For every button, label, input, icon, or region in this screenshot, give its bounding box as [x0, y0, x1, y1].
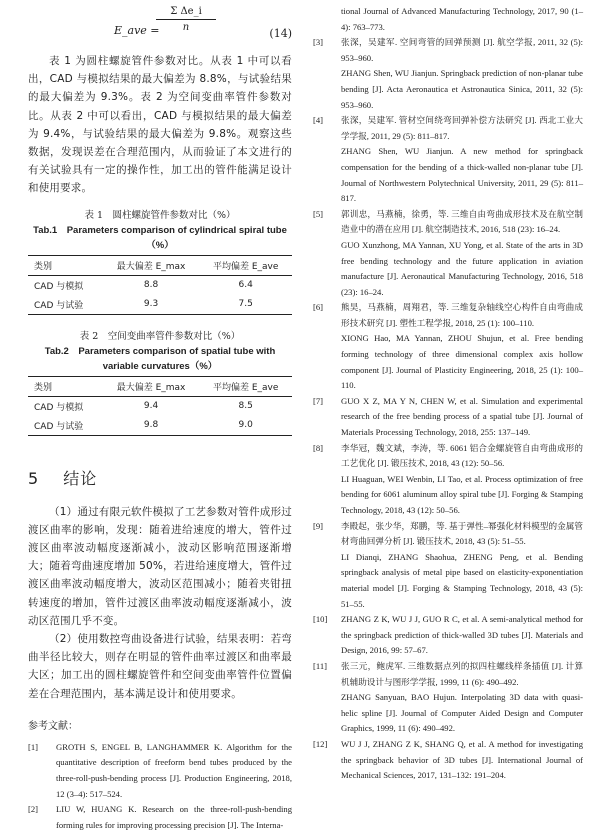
reference-number: [10]	[313, 614, 328, 625]
section-heading	[28, 466, 292, 489]
reference-item	[313, 519, 583, 613]
equation-fraction	[156, 6, 216, 33]
reference-number: [4]	[313, 115, 324, 126]
reference-number: [9]	[313, 520, 324, 531]
reference-text: 熊昊，马燕楠，周翔君，等. 三维复杂轴线空心构件自由弯曲成形技术研究 [J]. 塑性工程学报, 2018, 25 (1): 100–110.	[341, 302, 583, 328]
reference-item	[313, 300, 583, 394]
table-row	[28, 275, 292, 295]
reference-number: [2]	[28, 804, 39, 815]
reference-text: XIONG Hao, MA Yannan, ZHOU Shujun, et al. Free bending forming technology of three dimensional complex axis hollow component [J]. Journal of Plasticity Engineering, 2018, 25 (1): 100–110.	[341, 333, 583, 391]
equation-numerator: Σ Δe_i	[156, 6, 216, 20]
reference-item	[313, 207, 583, 301]
reference-number: [1]	[28, 741, 39, 752]
reference-text: GUO X Z, MA Y N, CHEN W, et al. Simulation and experimental research of the free bending process of a spatial tube [J]. Journal of Materials Processing Technology, 2018, 255: 137–149.	[341, 395, 583, 438]
reference-text: LIU W, HUANG K. Research on the three-roll-push-bending forming rules for improving processing precision [J]. The Interna-	[56, 804, 292, 830]
table2-caption-en-line1: Tab.2 Parameters comparison of spatial tube with	[44, 345, 276, 357]
reference-item	[313, 394, 583, 441]
reference-item	[313, 659, 583, 737]
table-cell: 9.8	[103, 416, 200, 436]
reference-text: ZHANG Shen, WU Jianjun. A new method for springback compensation for the bending of a thick-walled non-planar tube [J]. Journal of Northwestern Polytechnical University, 2011, 29 (5): 811–817.	[341, 146, 583, 204]
equation-lhs: E_ave =	[114, 24, 160, 37]
table2-caption-en-line2: variable curvatures（%）	[102, 360, 218, 372]
table-header-cell: 类别	[28, 255, 103, 275]
table-header-cell: 平均偏差 E_ave	[199, 376, 292, 396]
reference-item	[313, 35, 583, 113]
table-cell: 9.4	[143, 401, 159, 412]
table-row	[28, 396, 292, 416]
reference-number: [12]	[313, 738, 328, 749]
table1-caption-en: Tab.1 Parameters comparison of cylindrical spiral tube（%）	[33, 224, 287, 251]
reference-text: GUO Xunzhong, MA Yannan, XU Yong, et al. State of the arts in 3D free bending technology and the future application in aviation manufacture [J]. Aeronautical Manufacturing Technology, 2016, 518 (23): 16–24.	[341, 239, 583, 297]
reference-text: 张深，吴建军. 空间弯管的回弹预测 [J]. 航空学报, 2011, 32 (5): 953–960.	[341, 37, 583, 63]
left-column	[28, 0, 292, 833]
conclusion-paragraph: （1）通过有限元软件模拟了工艺参数对管件成形过渡区曲率的影响，发现：随着进给速度的增大，管件过渡区曲率波动幅度逐渐减小，波动区影响范围逐渐增大；随着弯曲速度增加 50%，若进给速度增大，管件过渡区曲率波动幅度增大，波动区范围减小；随着夹钳扭转速度的增加，管件过渡区曲率波动幅度逐渐减小，波动区范围几乎不变。	[28, 505, 292, 627]
reference-number: [7]	[313, 395, 324, 406]
table2-caption-cn: 表 2 空间变曲率管件参数对比（%）	[79, 330, 241, 342]
table-header-row	[28, 255, 292, 275]
table-cell: CAD 与试验	[28, 295, 103, 315]
table-cell: 8.5	[238, 401, 253, 412]
reference-item	[28, 740, 292, 802]
reference-text: ZHANG Shen, WU Jianjun. Springback prediction of non-planar tube bending [J]. Acta Aeronautica et Astronautica Sinica, 2011, 32 (5): 953–960.	[341, 68, 583, 110]
conclusion-paragraph: （2）使用数控弯曲设备进行试验，结果表明：若弯曲半径比较大，则存在明显的管件曲率过渡区和曲率最大区；加工出的圆柱螺旋管件和空间变曲率管件位置偏差在合理范围内，基本满足设计和使用要求。	[28, 633, 292, 700]
table-header-cell: 类别	[28, 376, 103, 396]
table-cell: 6.4	[238, 280, 253, 291]
reference-text: LI Dianqi, ZHANG Shaohua, ZHENG Peng, et al. Bending springback analysis of metal pipe based on elasticity-exponentiation material model [J]. Forging & Stamping Technology, 2018, 43 (5): 51–55.	[341, 551, 583, 609]
table-cell: 9.3	[103, 295, 200, 315]
table-header-cell: 平均偏差 E_ave	[199, 255, 292, 275]
table-cell: CAD 与试验	[28, 416, 103, 436]
table-cell: CAD 与模拟	[34, 402, 84, 413]
reference-text: ZHANG Sanyuan, BAO Hujun. Interpolating 3D data with quasi-helic spline [J]. Journal of Computer Aided Design and Computer Graphics, 1999, 11 (6): 490–492.	[341, 692, 583, 734]
reference-text: tional Journal of Advanced Manufacturing Technology, 2017, 90 (1–4): 763–773.	[341, 6, 583, 32]
reference-item	[313, 737, 583, 784]
reference-text: LI Huaguan, WEI Wenbin, LI Tao, et al. Process optimization of free bending for 6061 aluminum alloy spiral tube [J]. Forging & Stamping Technology, 2018, 43 (12): 50–56.	[341, 473, 583, 515]
reference-item	[28, 802, 292, 833]
table-cell: 8.8	[143, 280, 159, 291]
reference-text: ZHANG Z K, WU J J, GUO R C, et al. A semi-analytical method for the springback prediction of thick-walled 3D tubes [J]. Materials and Design, 2016, 99: 57–67.	[341, 614, 583, 656]
reference-text: WU J J, ZHANG Z K, SHANG Q, et al. A method for investigating the springback behavior of 3D tubes [J]. International Journal of Mechanical Sciences, 2017, 131–132: 191–204.	[341, 738, 583, 781]
reference-number: [5]	[313, 208, 324, 219]
equation-number: (14)	[269, 27, 292, 40]
table-cell: CAD 与模拟	[34, 281, 84, 292]
right-column	[313, 4, 583, 784]
table-header-row	[28, 376, 292, 396]
reference-item	[313, 4, 583, 35]
reference-text: 郭训忠，马燕楠，徐勇，等. 三维自由弯曲成形技术及在航空制造业中的潜在应用 [J]. 航空制造技术, 2016, 518 (23): 16–24.	[341, 208, 583, 235]
results-paragraph: 表 1 为圆柱螺旋管件参数对比。从表 1 中可以看出，CAD 与模拟结果的最大偏差为 8.8%，与试验结果的最大偏差为 9.3%。表 2 为空间变曲率管件参数对比。从表 2 中可以看出，CAD 与模拟结果的最大偏差为 9.4%，与试验结果的最大偏差为 9.8%。观察这些数据，发现误差在合理范围内，从而验证了本文进行的有关试验具有一定的操作性，加工出的管件能满足设计和使用要求。	[28, 55, 292, 195]
reference-text: 张深，吴建军. 管材空间绕弯回弹补偿方法研究 [J]. 西北工业大学学报, 2011, 29 (5): 811–817.	[341, 115, 583, 141]
reference-text: 李殿起，张少华，郑鹏，等. 基于弹性–幂强化材料模型的金属管材弯曲回弹分析 [J]. 锻压技术, 2018, 43 (5): 51–55.	[341, 520, 583, 547]
table-cell: 9.0	[199, 416, 292, 436]
table-header-cell: 最大偏差 E_max	[103, 376, 200, 396]
table2	[28, 376, 292, 436]
section-number: 5	[28, 468, 40, 488]
references-heading: 参考文献：	[28, 720, 78, 732]
equation-14	[28, 0, 292, 52]
reference-text: GROTH S, ENGEL B, LANGHAMMER K. Algorithm for the quantitative description of freeform bend tubes produced by the three-roll-push-bending process [J]. Production Engineering, 2018, 12 (3–4): 517–524.	[56, 741, 292, 799]
reference-item	[313, 113, 583, 207]
reference-item	[313, 441, 583, 519]
table-cell: 7.5	[199, 295, 292, 315]
reference-text: 张三元，鲍虎军. 三维数据点列的拟四柱螺线样条插值 [J]. 计算机辅助设计与图形学学报, 1999, 11 (6): 490–492.	[341, 660, 583, 687]
reference-item	[313, 612, 583, 659]
table1-caption-cn: 表 1 圆柱螺旋管件参数对比（%）	[84, 209, 236, 221]
reference-number: [6]	[313, 302, 324, 313]
table-row	[28, 416, 292, 436]
reference-number: [3]	[313, 37, 324, 48]
table-header-cell: 最大偏差 E_max	[103, 255, 200, 275]
reference-text: 李华冠，魏文斌，李涛，等. 6061 铝合金螺旋管自由弯曲成形的工艺优化 [J]. 锻压技术, 2018, 43 (12): 50–56.	[341, 442, 583, 469]
reference-number: [8]	[313, 442, 324, 453]
section-title: 结论	[63, 468, 98, 488]
table1	[28, 255, 292, 315]
reference-number: [11]	[313, 660, 327, 671]
equation-denominator: n	[182, 22, 190, 33]
table-row	[28, 295, 292, 315]
